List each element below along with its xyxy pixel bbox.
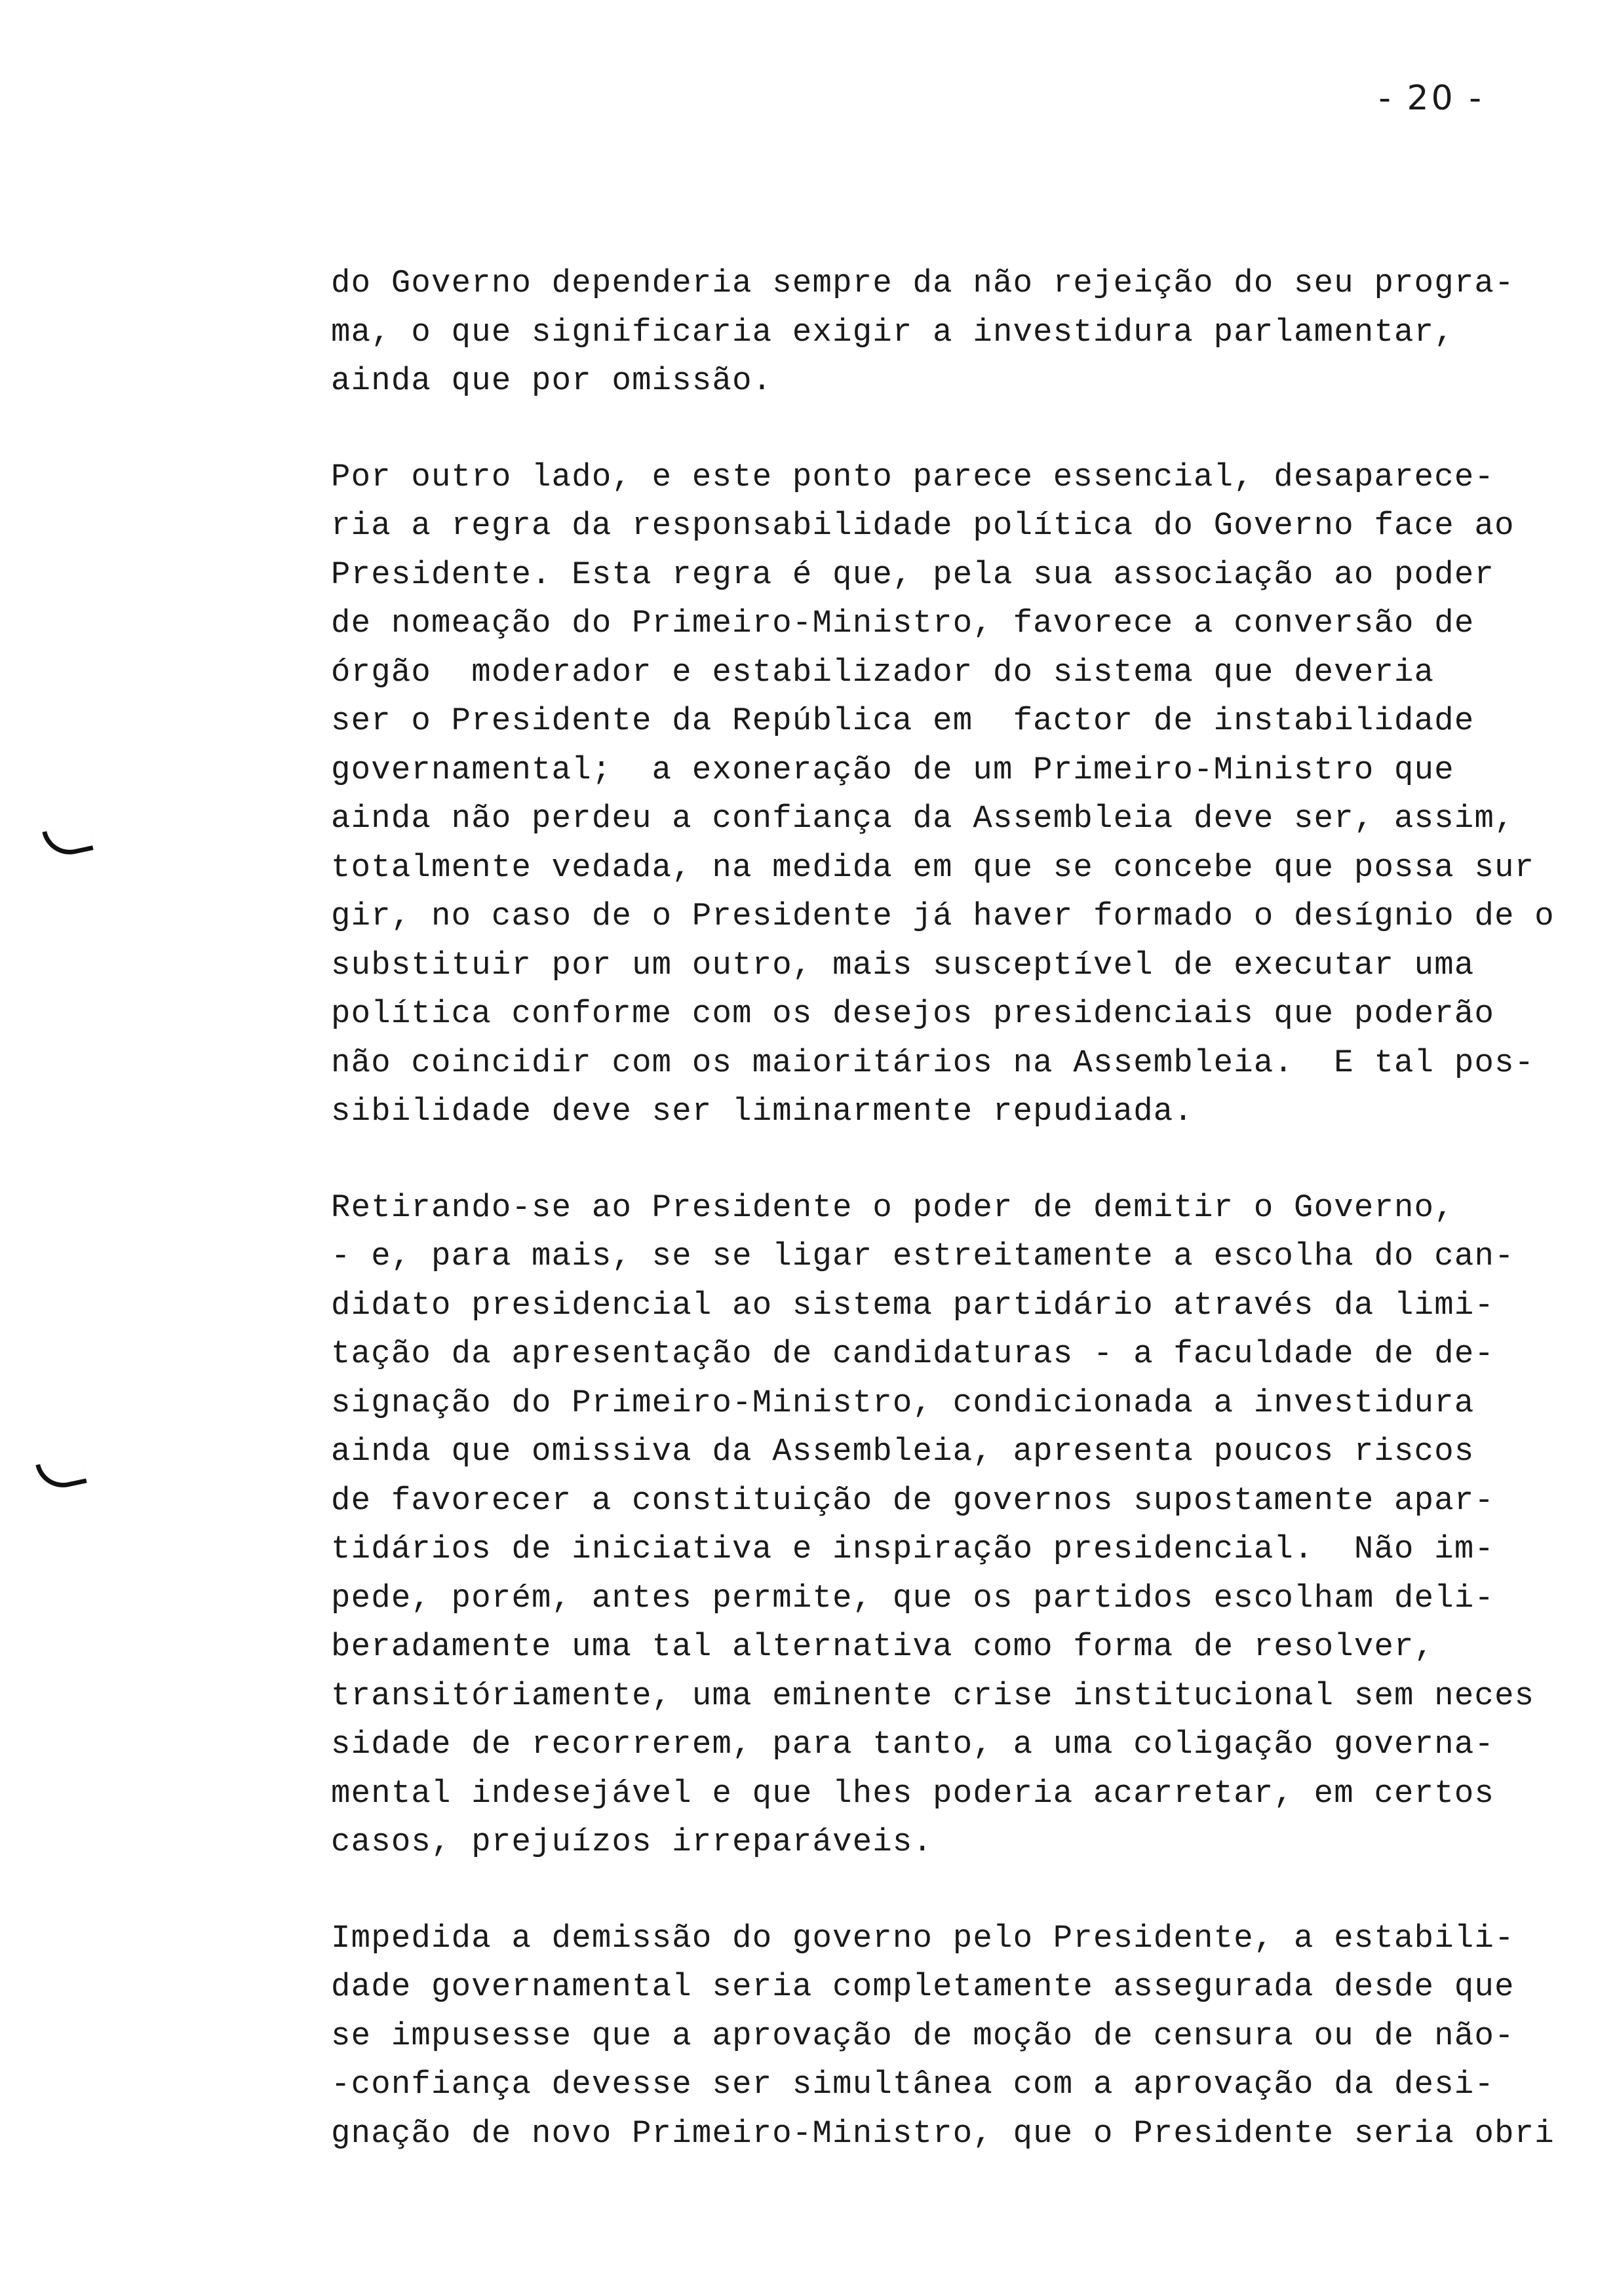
text-line: do Governo dependeria sempre da não rejeição do seu progra- <box>331 265 1515 301</box>
document-body <box>331 259 1555 2205</box>
text-line: signação do Primeiro-Ministro, condicionada a investidura <box>331 1384 1475 1421</box>
text-line: gnação de novo Primeiro-Ministro, que o Presidente seria obri <box>331 2114 1555 2152</box>
text-line: beradamente uma tal alternativa como forma de resolver, <box>331 1628 1435 1665</box>
text-line: didato presidencial ao sistema partidário através da limi- <box>331 1286 1495 1324</box>
text-line: de favorecer a constituição de governos supostamente apar- <box>331 1482 1495 1519</box>
text-line: transitóriamente, uma eminente crise institucional sem neces <box>331 1677 1535 1714</box>
text-line: ainda que por omissão. <box>331 362 773 399</box>
text-line: de nomeação do Primeiro-Ministro, favorece a conversão de <box>331 605 1475 641</box>
paragraph <box>331 1914 1555 2158</box>
margin-check-mark <box>42 822 93 860</box>
text-line: totalmente vedada, na medida em que se concebe que possa sur <box>331 849 1535 886</box>
text-line: pede, porém, antes permite, que os partidos escolham deli- <box>331 1579 1495 1617</box>
page-number: - 20 - <box>1378 79 1484 118</box>
text-line: política conforme com os desejos presidenciais que poderão <box>331 995 1495 1032</box>
text-line: Impedida a demissão do governo pelo Presidente, a estabili- <box>331 1919 1515 1957</box>
text-line: sidade de recorrerem, para tanto, a uma coligação governa- <box>331 1726 1495 1763</box>
text-line: ser o Presidente da República em factor de instabilidade <box>331 702 1475 739</box>
paragraph <box>331 1183 1550 1867</box>
text-line: governamental; a exoneração de um Primeiro-Ministro que <box>331 751 1454 788</box>
text-line: ainda que omissiva da Assembleia, apresenta poucos riscos <box>331 1433 1475 1470</box>
text-line: - e, para mais, se se ligar estreitamente a escolha do can- <box>331 1238 1515 1274</box>
text-line: Retirando-se ao Presidente o poder de demitir o Governo, <box>331 1189 1454 1226</box>
text-line: gir, no caso de o Presidente já haver formado o desígnio de o <box>331 898 1555 934</box>
text-line: ria a regra da responsabilidade política do Governo face ao <box>331 507 1515 544</box>
text-line: substituir por um outro, mais susceptível de executar uma <box>331 946 1475 984</box>
text-line: tidários de iniciativa e inspiração presidencial. Não im- <box>331 1531 1495 1567</box>
text-line: tação da apresentação de candidaturas - a faculdade de de- <box>331 1335 1495 1372</box>
text-line: Por outro lado, e este ponto parece essencial, desaparece- <box>331 458 1495 495</box>
text-line: casos, prejuízos irreparáveis. <box>331 1824 933 1860</box>
text-line: não coincidir com os maioritários na Assembleia. E tal pos- <box>331 1044 1535 1081</box>
text-line: ma, o que significaria exigir a investidura parlamentar, <box>331 313 1454 351</box>
paragraph <box>331 453 1555 1136</box>
paragraph <box>331 259 1550 406</box>
text-line: Presidente. Esta regra é que, pela sua associação ao poder <box>331 556 1495 593</box>
text-line: sibilidade deve ser liminarmente repudiada. <box>331 1093 1194 1130</box>
text-line: órgão moderador e estabilizador do sistema que deveria <box>331 653 1435 691</box>
text-line: se impusesse que a aprovação de moção de censura ou de não- <box>331 2017 1515 2054</box>
text-line: mental indesejável e que lhes poderia acarretar, em certos <box>331 1774 1495 1812</box>
text-line: ainda não perdeu a confiança da Assembleia deve ser, assim, <box>331 800 1515 837</box>
margin-check-mark <box>35 1455 87 1493</box>
text-line: -confiança devesse ser simultânea com a aprovação da desi- <box>331 2066 1495 2103</box>
text-line: dade governamental seria completamente assegurada desde que <box>331 1968 1515 2005</box>
